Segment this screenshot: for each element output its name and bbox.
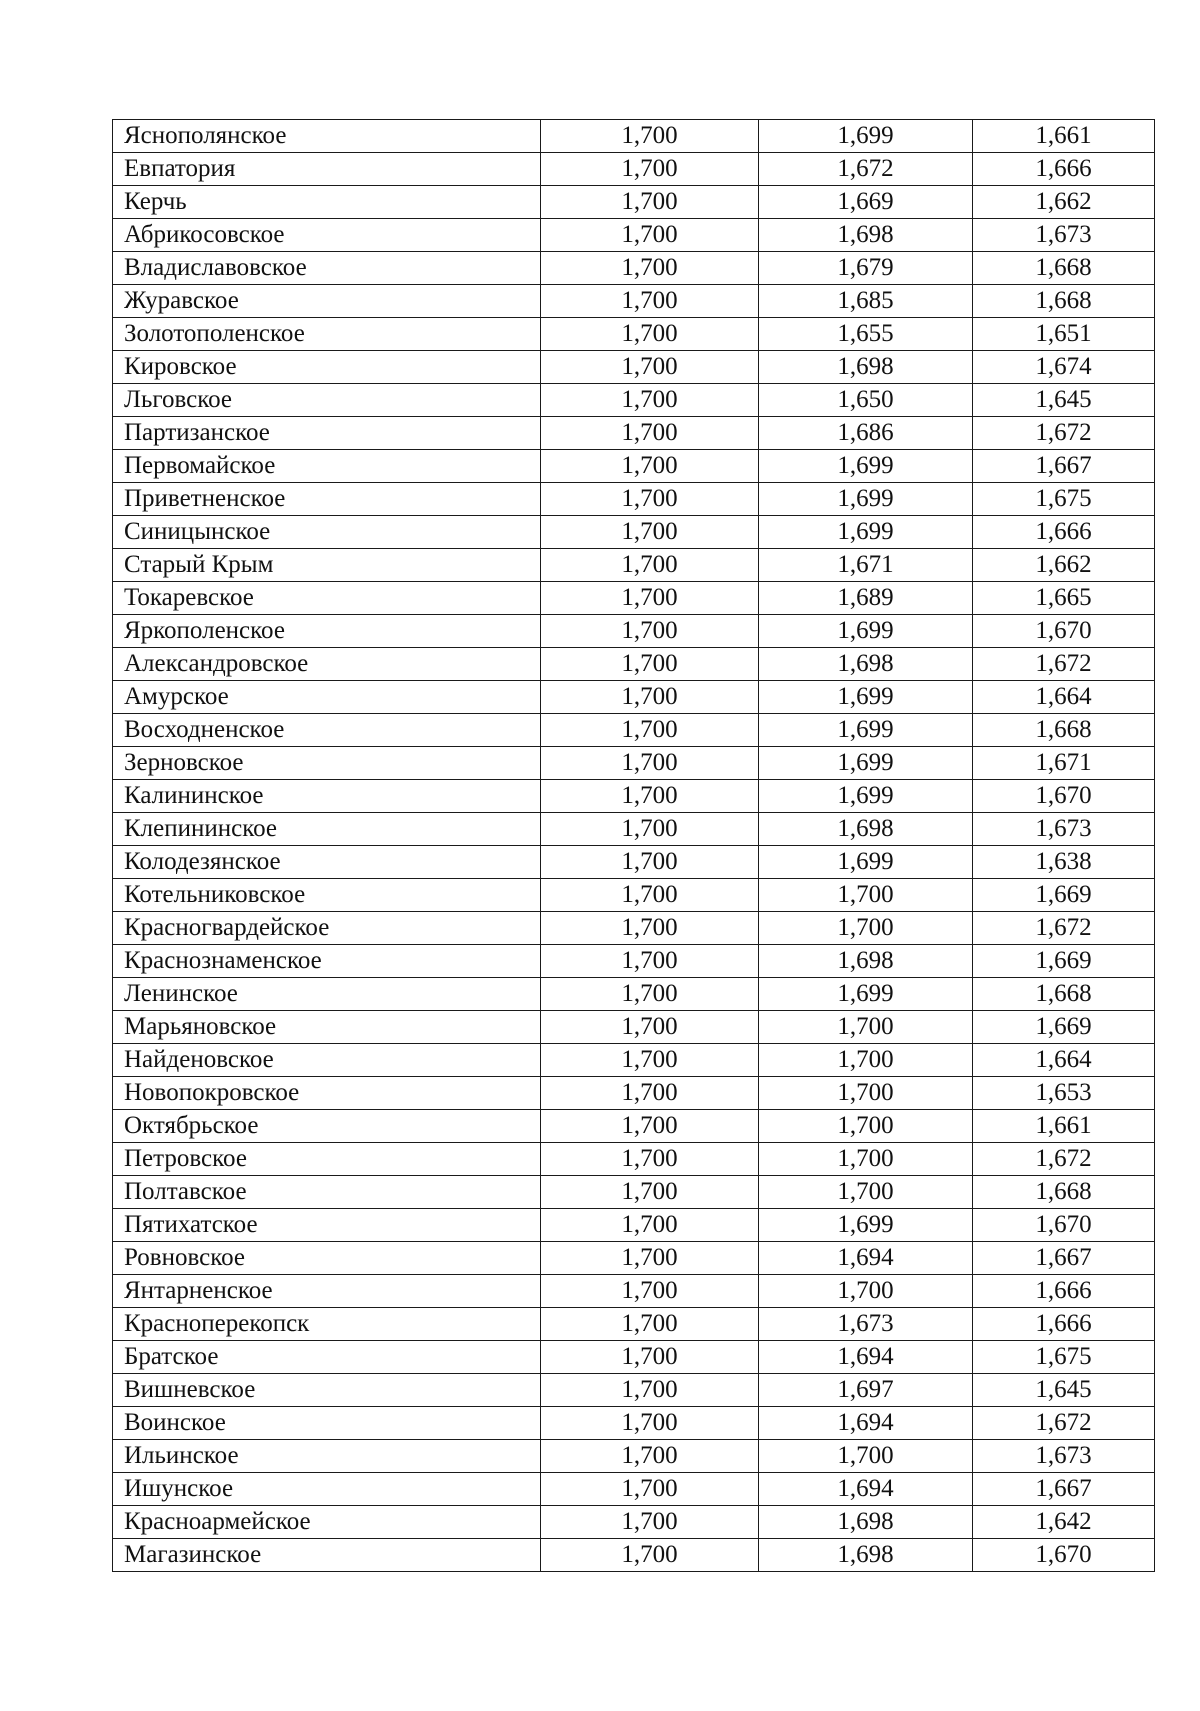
value-cell-2: 1,699 [759,846,973,879]
value-cell-2: 1,700 [759,1143,973,1176]
table-row [113,978,1155,1011]
value-cell-1: 1,700 [541,1176,759,1209]
value-cell-1: 1,700 [541,1539,759,1572]
table-row [113,1044,1155,1077]
value-cell-2: 1,698 [759,648,973,681]
settlement-name-cell: Котельниковское [113,879,541,912]
table-row [113,1209,1155,1242]
value-cell-3: 1,667 [973,450,1155,483]
settlement-name-cell: Ильинское [113,1440,541,1473]
value-cell-3: 1,638 [973,846,1155,879]
table-row [113,912,1155,945]
settlement-name-cell: Ишунское [113,1473,541,1506]
value-cell-1: 1,700 [541,1374,759,1407]
value-cell-2: 1,699 [759,450,973,483]
settlement-name-cell: Магазинское [113,1539,541,1572]
value-cell-2: 1,699 [759,780,973,813]
settlement-name-cell: Воинское [113,1407,541,1440]
table-row [113,384,1155,417]
table-row [113,1341,1155,1374]
table-row [113,219,1155,252]
value-cell-3: 1,672 [973,1143,1155,1176]
value-cell-2: 1,671 [759,549,973,582]
value-cell-1: 1,700 [541,483,759,516]
settlement-name-cell: Керчь [113,186,541,219]
value-cell-2: 1,686 [759,417,973,450]
table-row [113,945,1155,978]
table-row [113,1143,1155,1176]
value-cell-1: 1,700 [541,846,759,879]
value-cell-3: 1,662 [973,549,1155,582]
settlement-name-cell: Полтавское [113,1176,541,1209]
table-row [113,1110,1155,1143]
settlement-name-cell: Ленинское [113,978,541,1011]
table-row [113,417,1155,450]
value-cell-2: 1,700 [759,1011,973,1044]
value-cell-2: 1,694 [759,1242,973,1275]
settlement-name-cell: Ровновское [113,1242,541,1275]
table-row [113,549,1155,582]
value-cell-2: 1,698 [759,945,973,978]
value-cell-1: 1,700 [541,1110,759,1143]
value-cell-2: 1,685 [759,285,973,318]
table-row [113,1275,1155,1308]
value-cell-2: 1,700 [759,879,973,912]
value-cell-1: 1,700 [541,978,759,1011]
value-cell-3: 1,674 [973,351,1155,384]
settlement-name-cell: Абрикосовское [113,219,541,252]
value-cell-3: 1,672 [973,417,1155,450]
value-cell-1: 1,700 [541,945,759,978]
value-cell-2: 1,689 [759,582,973,615]
settlement-name-cell: Первомайское [113,450,541,483]
settlement-name-cell: Александровское [113,648,541,681]
value-cell-1: 1,700 [541,450,759,483]
value-cell-1: 1,700 [541,582,759,615]
value-cell-2: 1,697 [759,1374,973,1407]
value-cell-3: 1,670 [973,1209,1155,1242]
value-cell-2: 1,698 [759,219,973,252]
value-cell-3: 1,669 [973,945,1155,978]
value-cell-1: 1,700 [541,1275,759,1308]
value-cell-3: 1,669 [973,1011,1155,1044]
settlement-name-cell: Найденовское [113,1044,541,1077]
value-cell-2: 1,698 [759,1506,973,1539]
table-row [113,186,1155,219]
settlement-name-cell: Пятихатское [113,1209,541,1242]
value-cell-1: 1,700 [541,681,759,714]
settlement-name-cell: Приветненское [113,483,541,516]
table-row [113,1176,1155,1209]
table-body [113,120,1155,1572]
value-cell-3: 1,666 [973,1275,1155,1308]
value-cell-2: 1,700 [759,1440,973,1473]
value-cell-2: 1,694 [759,1473,973,1506]
table-row [113,714,1155,747]
value-cell-3: 1,653 [973,1077,1155,1110]
value-cell-1: 1,700 [541,1242,759,1275]
value-cell-3: 1,668 [973,714,1155,747]
value-cell-1: 1,700 [541,285,759,318]
value-cell-2: 1,679 [759,252,973,285]
value-cell-2: 1,699 [759,615,973,648]
value-cell-3: 1,668 [973,1176,1155,1209]
settlement-name-cell: Петровское [113,1143,541,1176]
value-cell-3: 1,670 [973,780,1155,813]
table-row [113,483,1155,516]
value-cell-3: 1,675 [973,1341,1155,1374]
settlement-name-cell: Зерновское [113,747,541,780]
value-cell-3: 1,670 [973,1539,1155,1572]
value-cell-1: 1,700 [541,1407,759,1440]
value-cell-2: 1,672 [759,153,973,186]
value-cell-3: 1,669 [973,879,1155,912]
value-cell-1: 1,700 [541,351,759,384]
value-cell-2: 1,698 [759,813,973,846]
value-cell-3: 1,666 [973,1308,1155,1341]
value-cell-1: 1,700 [541,384,759,417]
value-cell-2: 1,700 [759,1044,973,1077]
value-cell-1: 1,700 [541,1209,759,1242]
table-row [113,1077,1155,1110]
settlement-name-cell: Красногвардейское [113,912,541,945]
table-row [113,516,1155,549]
value-cell-3: 1,666 [973,516,1155,549]
value-cell-3: 1,672 [973,912,1155,945]
table-row [113,1242,1155,1275]
value-cell-3: 1,673 [973,1440,1155,1473]
value-cell-2: 1,673 [759,1308,973,1341]
value-cell-3: 1,672 [973,1407,1155,1440]
value-cell-3: 1,651 [973,318,1155,351]
value-cell-2: 1,699 [759,747,973,780]
value-cell-3: 1,666 [973,153,1155,186]
value-cell-2: 1,655 [759,318,973,351]
value-cell-1: 1,700 [541,153,759,186]
table-row [113,879,1155,912]
table-row [113,1506,1155,1539]
value-cell-1: 1,700 [541,516,759,549]
table-row [113,1539,1155,1572]
value-cell-3: 1,672 [973,648,1155,681]
settlement-name-cell: Вишневское [113,1374,541,1407]
settlement-name-cell: Амурское [113,681,541,714]
settlement-name-cell: Партизанское [113,417,541,450]
value-cell-1: 1,700 [541,1308,759,1341]
value-cell-3: 1,667 [973,1473,1155,1506]
value-cell-1: 1,700 [541,1440,759,1473]
value-cell-1: 1,700 [541,120,759,153]
settlement-name-cell: Восходненское [113,714,541,747]
value-cell-2: 1,700 [759,1110,973,1143]
value-cell-3: 1,668 [973,978,1155,1011]
table-row [113,1011,1155,1044]
settlement-name-cell: Янтарненское [113,1275,541,1308]
value-cell-3: 1,662 [973,186,1155,219]
table-row [113,780,1155,813]
value-cell-3: 1,645 [973,384,1155,417]
table-row [113,1308,1155,1341]
value-cell-1: 1,700 [541,219,759,252]
settlement-name-cell: Красноперекопск [113,1308,541,1341]
value-cell-2: 1,699 [759,516,973,549]
value-cell-3: 1,673 [973,219,1155,252]
value-cell-1: 1,700 [541,615,759,648]
table-row [113,813,1155,846]
table-row [113,648,1155,681]
table-row [113,615,1155,648]
table-row [113,1473,1155,1506]
value-cell-2: 1,700 [759,912,973,945]
data-table [112,119,1155,1572]
table-row [113,450,1155,483]
value-cell-2: 1,700 [759,1176,973,1209]
value-cell-2: 1,699 [759,714,973,747]
value-cell-2: 1,699 [759,1209,973,1242]
value-cell-3: 1,661 [973,1110,1155,1143]
value-cell-2: 1,700 [759,1077,973,1110]
table-row [113,747,1155,780]
value-cell-1: 1,700 [541,912,759,945]
value-cell-3: 1,642 [973,1506,1155,1539]
settlement-name-cell: Новопокровское [113,1077,541,1110]
settlement-name-cell: Владиславовское [113,252,541,285]
settlement-name-cell: Токаревское [113,582,541,615]
table-row [113,681,1155,714]
value-cell-3: 1,670 [973,615,1155,648]
value-cell-1: 1,700 [541,186,759,219]
settlement-name-cell: Яснополянское [113,120,541,153]
value-cell-3: 1,661 [973,120,1155,153]
settlement-name-cell: Старый Крым [113,549,541,582]
settlement-name-cell: Марьяновское [113,1011,541,1044]
value-cell-1: 1,700 [541,549,759,582]
table-row [113,285,1155,318]
settlement-name-cell: Журавское [113,285,541,318]
value-cell-2: 1,699 [759,120,973,153]
table-row [113,318,1155,351]
value-cell-1: 1,700 [541,879,759,912]
value-cell-3: 1,664 [973,1044,1155,1077]
value-cell-1: 1,700 [541,252,759,285]
value-cell-3: 1,668 [973,285,1155,318]
value-cell-2: 1,694 [759,1407,973,1440]
value-cell-3: 1,675 [973,483,1155,516]
value-cell-1: 1,700 [541,813,759,846]
value-cell-1: 1,700 [541,1473,759,1506]
settlement-name-cell: Краснознаменское [113,945,541,978]
settlement-name-cell: Льговское [113,384,541,417]
value-cell-1: 1,700 [541,1044,759,1077]
value-cell-1: 1,700 [541,1077,759,1110]
settlement-name-cell: Калининское [113,780,541,813]
value-cell-1: 1,700 [541,747,759,780]
value-cell-3: 1,668 [973,252,1155,285]
table-row [113,153,1155,186]
settlement-name-cell: Братское [113,1341,541,1374]
value-cell-1: 1,700 [541,417,759,450]
settlement-name-cell: Золотополенское [113,318,541,351]
settlement-name-cell: Колодезянское [113,846,541,879]
value-cell-1: 1,700 [541,1506,759,1539]
value-cell-3: 1,667 [973,1242,1155,1275]
table-row [113,1440,1155,1473]
value-cell-1: 1,700 [541,1143,759,1176]
value-cell-3: 1,671 [973,747,1155,780]
table-row [113,1374,1155,1407]
table-row [113,582,1155,615]
value-cell-3: 1,665 [973,582,1155,615]
settlement-name-cell: Синицынское [113,516,541,549]
table-row [113,120,1155,153]
value-cell-1: 1,700 [541,318,759,351]
value-cell-1: 1,700 [541,714,759,747]
value-cell-2: 1,650 [759,384,973,417]
value-cell-2: 1,698 [759,1539,973,1572]
value-cell-3: 1,673 [973,813,1155,846]
value-cell-2: 1,698 [759,351,973,384]
table-row [113,252,1155,285]
value-cell-2: 1,669 [759,186,973,219]
settlement-name-cell: Октябрьское [113,1110,541,1143]
value-cell-3: 1,664 [973,681,1155,714]
value-cell-2: 1,699 [759,681,973,714]
settlement-name-cell: Клепининское [113,813,541,846]
table-row [113,351,1155,384]
settlement-name-cell: Кировское [113,351,541,384]
settlement-name-cell: Яркополенское [113,615,541,648]
table-row [113,1407,1155,1440]
value-cell-1: 1,700 [541,780,759,813]
value-cell-3: 1,645 [973,1374,1155,1407]
value-cell-2: 1,699 [759,483,973,516]
settlement-name-cell: Красноармейское [113,1506,541,1539]
value-cell-2: 1,699 [759,978,973,1011]
value-cell-1: 1,700 [541,648,759,681]
value-cell-2: 1,700 [759,1275,973,1308]
value-cell-1: 1,700 [541,1011,759,1044]
table-row [113,846,1155,879]
settlement-name-cell: Евпатория [113,153,541,186]
value-cell-2: 1,694 [759,1341,973,1374]
value-cell-1: 1,700 [541,1341,759,1374]
